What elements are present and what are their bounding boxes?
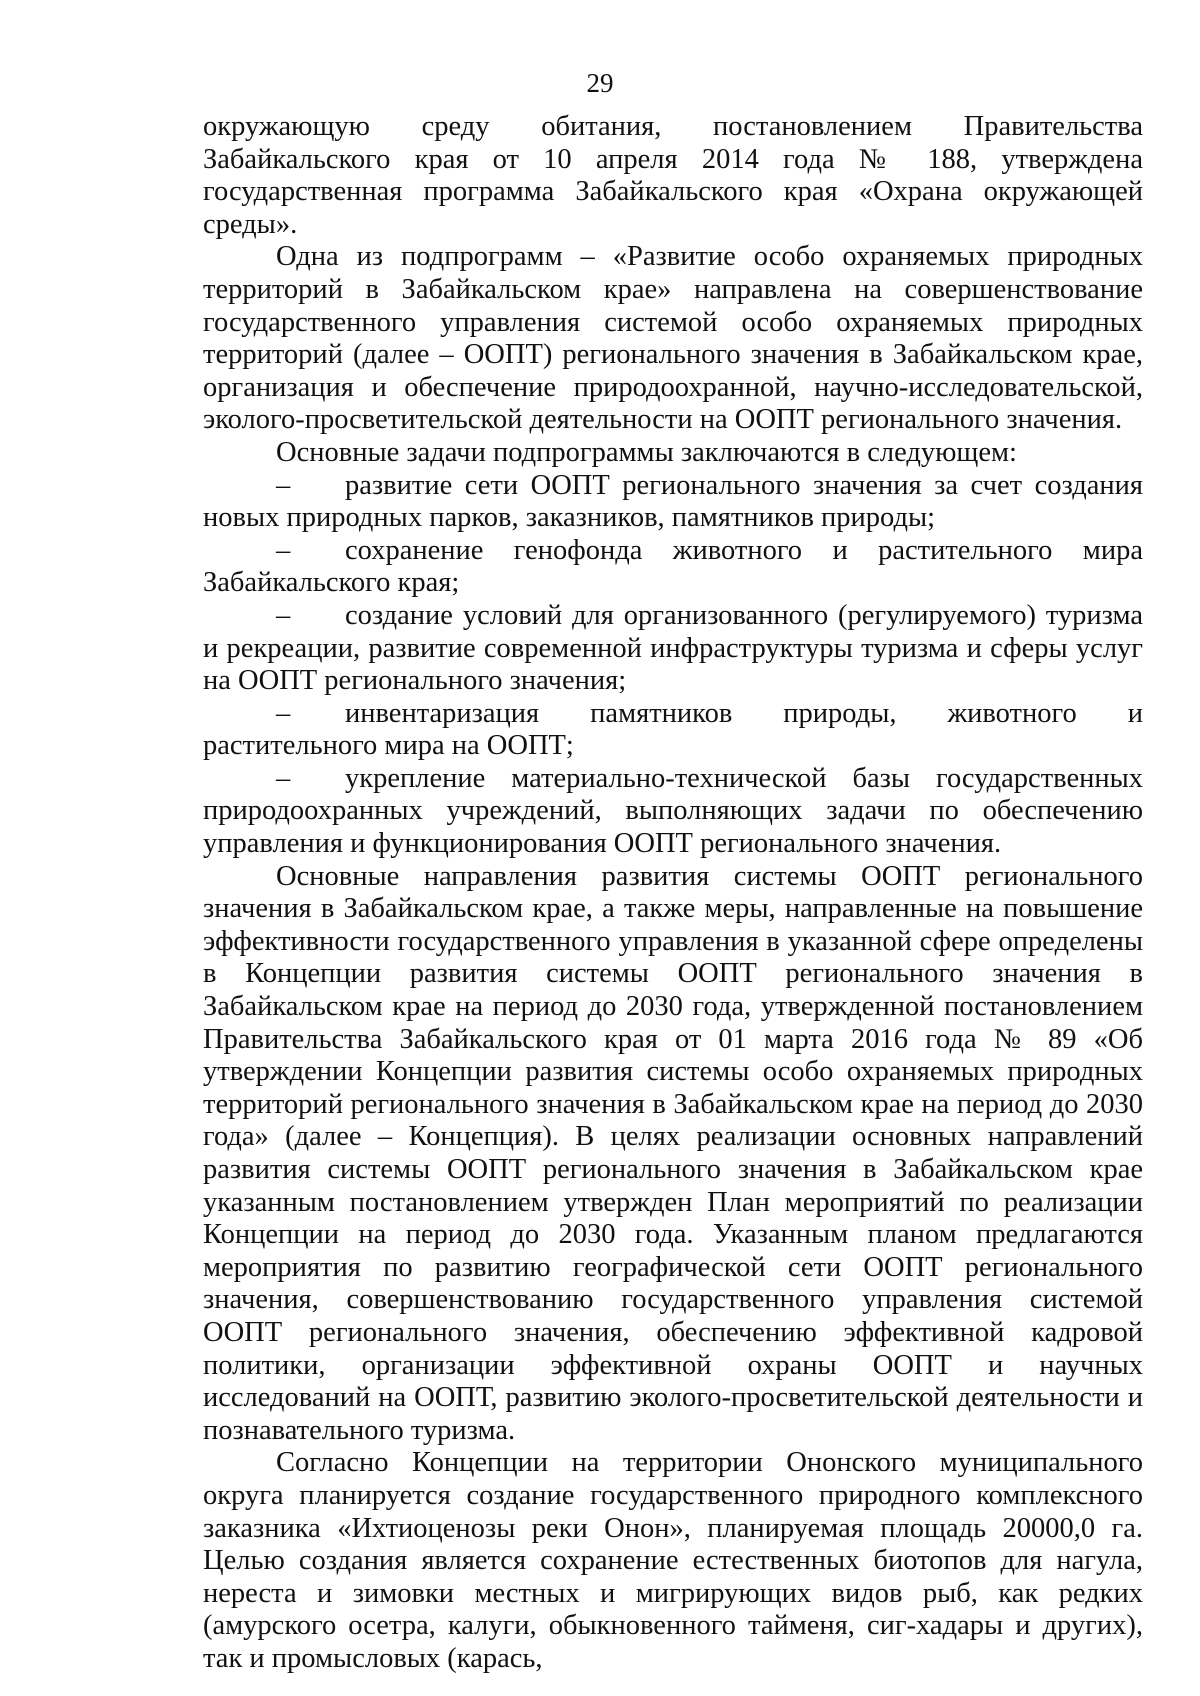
list-item <box>203 535 1143 600</box>
paragraph-concept: Основные направления развития системы ООПТ регионального значения в Забайкальском крае, а также меры, направленные на повышение эффективности государственного управления в указанной сфере определены в Концепции развития системы ООПТ регионального значения в Забайкальском крае на период до 2030 года, утвержденной постановлением Правительства Забайкальского края от 01 марта 2016 года № 89 «Об утверждении Концепции развития системы особо охраняемых природных территорий регионального значения в Забайкальском крае на период до 2030 года» (далее – Концепция). В целях реализации основных направлений развития системы ООПТ регионального значения в Забайкальском крае указанным постановлением утвержден План мероприятий по реализации Концепции на период до 2030 года. Указанным планом предлагаются мероприятия по развитию географической сети ООПТ регионального значения, совершенствованию государственного управления системой ООПТ регионального значения, обеспечению эффективной кадровой политики, организации эффективной охраны ООПТ и научных исследований на ООПТ, развитию эколого-просветительской деятельности и познавательного туризма. <box>203 860 1143 1446</box>
paragraph-subprogram: Одна из подпрограмм – «Развитие особо охраняемых природных территорий в Забайкальском крае» направлена на совершенствование государственного управления системой особо охраняемых природных территорий (далее – ООПТ) регионального значения в Забайкальском крае, организация и обеспечение природоохранной, научно-исследовательской, эколого-просветительской деятельности на ООПТ регионального значения. <box>203 241 1143 436</box>
paragraph-tasks-intro: Основные задачи подпрограммы заключаются в следующем: <box>276 436 1017 468</box>
list-item-text: создание условий для организованного (регулируемого) туризма и рекреации, развитие современной инфраструктуры туризма и сферы услуг на ООПТ регионального значения; <box>203 599 1143 697</box>
list-dash: – <box>276 469 291 501</box>
list-item-text: инвентаризация памятников природы, животного и растительного мира на ООПТ; <box>203 697 1143 762</box>
page-number: 29 <box>586 68 614 98</box>
list-dash: – <box>276 599 291 631</box>
paragraph-continuation: окружающую среду обитания, постановлением Правительства Забайкальского края от 10 апреля 2014 года № 188, утверждена государственная программа Забайкальского края «Охрана окружающей среды». <box>203 111 1143 240</box>
list-item-text: укрепление материально-технической базы государственных природоохранных учреждений, выполняющих задачи по обеспечению управления и функционирования ООПТ регионального значения. <box>203 762 1143 860</box>
document-body <box>203 111 1143 1676</box>
list-dash: – <box>276 534 291 566</box>
list-item <box>203 763 1143 861</box>
list-dash: – <box>276 697 291 729</box>
list-item <box>203 470 1143 535</box>
list-item <box>203 600 1143 698</box>
list-item-text: сохранение генофонда животного и растительного мира Забайкальского края; <box>203 534 1143 599</box>
list-dash: – <box>276 762 291 794</box>
paragraph-reserve: Согласно Концепции на территории Ононского муниципального округа планируется создание государственного природного комплексного заказника «Ихтиоценозы реки Онон», планируемая площадь 20000,0 га. Целью создания является сохранение естественных биотопов для нагула, нереста и зимовки местных и мигрирующих видов рыб, как редких (амурского осетра, калуги, обыкновенного тайменя, сиг-хадары и других), так и промысловых (карась, <box>203 1447 1143 1674</box>
list-item-text: развитие сети ООПТ регионального значения за счет создания новых природных парков, заказников, памятников природы; <box>203 469 1143 534</box>
list-item <box>203 698 1143 763</box>
